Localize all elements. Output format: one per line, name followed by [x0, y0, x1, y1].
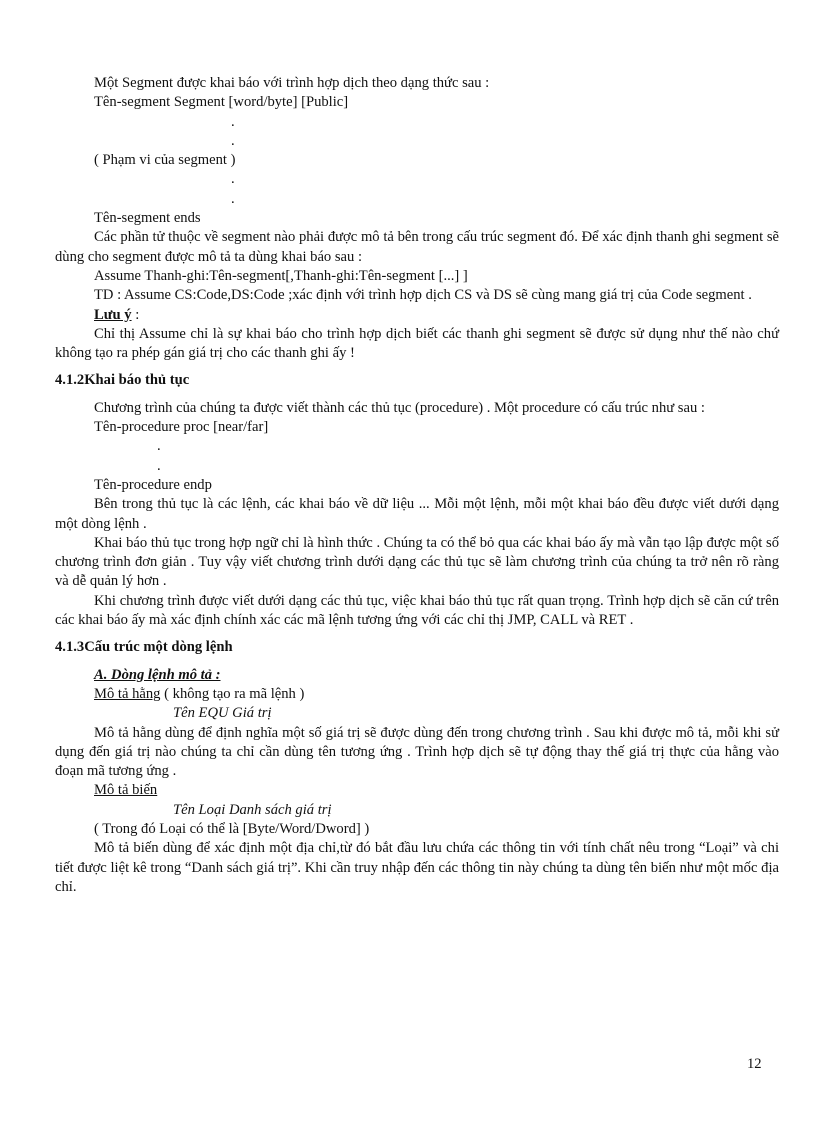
section-heading-4-1-2: 4.1.2Khai báo thủ tục	[55, 372, 190, 389]
note-label: Lưu ý	[94, 306, 132, 323]
var-note: ( Trong đó Loại có thể là [Byte/Word/Dword] )	[94, 820, 370, 837]
page-content	[55, 74, 779, 897]
const-note: ( không tạo ra mã lệnh )	[160, 685, 305, 702]
note-line	[55, 306, 779, 325]
var-line	[55, 781, 779, 800]
const-label: Mô tả hằng	[94, 685, 161, 702]
syntax-line: Tên-procedure proc [near/far]	[94, 419, 269, 436]
subsection-line	[55, 666, 779, 685]
paragraph: Bên trong thủ tục là các lệnh, các khai báo về dữ liệu ... Mỗi một lệnh, mỗi một khai báo đều được viết dưới dạng một dòng lệnh .	[55, 496, 779, 532]
syntax-line: Tên-segment ends	[94, 210, 201, 227]
paragraph: Khai báo thủ tục trong hợp ngữ chỉ là hình thức . Chúng ta có thể bỏ qua các khai báo ấy mà vẫn tạo lập được một số chương trình đơn giản . Tuy vậy viết chương trình dưới dạng các thủ tục sẽ làm chương trình của chúng ta trở nên rõ ràng và dễ quản lý hơn .	[55, 534, 779, 590]
paragraph: TD : Assume CS:Code,DS:Code ;xác định với trình hợp dịch CS và DS sẽ cùng mang giá trị của Code segment .	[94, 287, 752, 304]
paragraph: Mô tả biến dùng để xác định một địa chỉ,từ đó bắt đầu lưu chứa các thông tin với tính chất nêu trong “Loại” và chi tiết được liệt kê trong “Danh sách giá trị”. Khi cần truy nhập đến các thông tin này chúng ta dùng tên biến như một mốc địa chỉ.	[55, 840, 779, 895]
text-line: Một Segment được khai báo với trình hợp dịch theo dạng thức sau :	[94, 75, 490, 91]
ellipsis-dot: .	[231, 171, 235, 188]
page-number: 12	[747, 1056, 762, 1072]
ellipsis-dot: .	[157, 438, 161, 455]
paragraph: Chương trình của chúng ta được viết thành các thủ tục (procedure) . Một procedure có cấu trúc như sau :	[94, 399, 705, 416]
ellipsis-dot: .	[231, 113, 235, 130]
ellipsis-dot: .	[157, 457, 161, 474]
subsection-heading: A. Dòng lệnh mô tả :	[94, 666, 221, 683]
paragraph: Chỉ thị Assume chỉ là sự khai báo cho trình hợp dịch biết các thanh ghi segment sẽ được sử dụng như thế nào chứ không tạo ra phép gán giá trị cho các thanh ghi ấy !	[55, 325, 779, 362]
ellipsis-dot: .	[231, 190, 235, 207]
note-colon: :	[131, 306, 140, 323]
var-syntax: Tên Loại Danh sách giá trị	[173, 801, 332, 818]
syntax-line: Tên-procedure endp	[94, 476, 212, 493]
const-line	[55, 685, 779, 704]
const-syntax: Tên EQU Giá trị	[173, 705, 272, 722]
section-heading-4-1-3: 4.1.3Cấu trúc một dòng lệnh	[55, 639, 233, 656]
ellipsis-dot: .	[231, 132, 235, 149]
paragraph: Các phần tử thuộc về segment nào phải được mô tả bên trong cấu trúc segment đó. Để xác định thanh ghi segment sẽ dùng cho segment được mô tả ta dùng khai báo sau :	[55, 229, 779, 265]
text-line: ( Phạm vi của segment )	[94, 152, 236, 169]
paragraph: Khi chương trình được viết dưới dạng các thủ tục, việc khai báo thủ tục rất quan trọng. Trình hợp dịch sẽ căn cứ trên các khai báo ấy mà xác định chính xác các mã lệnh tương ứng với các chỉ thị JMP, CALL và RET .	[55, 592, 779, 629]
var-label: Mô tả biến	[94, 782, 158, 799]
paragraph: Mô tả hằng dùng để định nghĩa một số giá trị sẽ được dùng đến trong chương trình . Sau khi được mô tả, mỗi khi sử dụng đến giá trị nào chúng ta chỉ cần dùng tên tương ứng . Trình hợp dịch sẽ tự động thay thế giá trị thực của hằng vào đoạn mã tương ứng .	[55, 724, 779, 780]
syntax-line: Tên-segment Segment [word/byte] [Public]	[94, 94, 349, 111]
syntax-line: Assume Thanh-ghi:Tên-segment[,Thanh-ghi:Tên-segment [...] ]	[94, 267, 468, 284]
